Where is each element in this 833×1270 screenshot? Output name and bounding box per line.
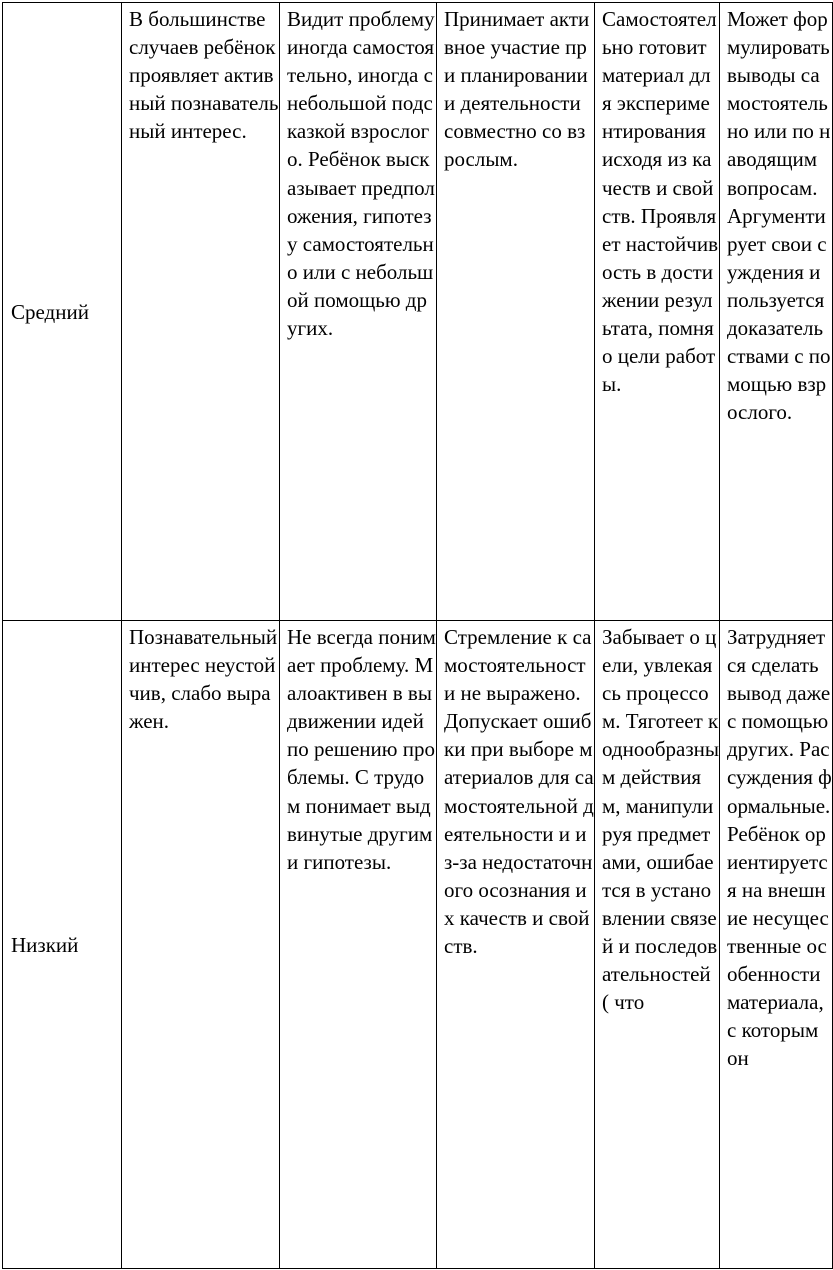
assessment-table [2, 2, 833, 1269]
problem-text: Не всегда понимает проблему. Малоактивен в выдвижении идей по решению проблемы. С трудом понимает выдвинутые другими гипотезы. [287, 625, 436, 874]
table-cell [437, 3, 595, 621]
table-cell [280, 621, 437, 1269]
level-label: Низкий [11, 933, 79, 958]
table-cell [437, 621, 595, 1269]
conclusion-text: Может формулировать выводы самостоятельно или по наводящим вопросам. Аргументирует свои суждения и пользуется доказательствами с помощью взрослого. [727, 7, 831, 425]
table-cell [122, 621, 280, 1269]
interest-text: Познавательный интерес неустойчив, слабо выражен. [129, 625, 278, 734]
table-cell [595, 621, 720, 1269]
planning-text: Стремление к самостоятельности не выражено. Допускает ошибки при выборе материалов для самостоятельной деятельности и из-за недостаточного осознания их качеств и свойств. [444, 625, 594, 959]
material-text: Самостоятельно готовит материал для экспериментирования исходя из качеств и свойств. Проявляет настойчивость в достижении результата, помня о цели работы. [602, 7, 718, 397]
table-cell [720, 3, 833, 621]
planning-text: Принимает активное участие при планировании и деятельности совместно со взрослым. [444, 7, 590, 172]
level-cell [3, 621, 122, 1269]
material-text: Забывает о цели, увлекаясь процессом. Тяготеет к однообразным действиям, манипулируя предметами, ошибается в установлении связей и последовательностей ( что [602, 625, 719, 1015]
table-cell [720, 621, 833, 1269]
conclusion-text: Затрудняется сделать вывод даже с помощью других. Рассуждения формальные. Ребёнок ориентируется на внешние несущественные особенности материала, с которым он [727, 625, 832, 1071]
level-label: Средний [11, 300, 89, 325]
level-cell [3, 3, 122, 621]
table-row-medium [3, 3, 833, 621]
table-row-low [3, 621, 833, 1269]
table-cell [280, 3, 437, 621]
problem-text: Видит проблему иногда самостоятельно, иногда с небольшой подсказкой взрослого. Ребёнок высказывает предположения, гипотезу самостоятельно или с небольшой помощью других. [287, 7, 435, 341]
interest-text: В большинстве случаев ребёнок проявляет активный познавательный интерес. [129, 7, 279, 144]
table-cell [595, 3, 720, 621]
table-cell [122, 3, 280, 621]
